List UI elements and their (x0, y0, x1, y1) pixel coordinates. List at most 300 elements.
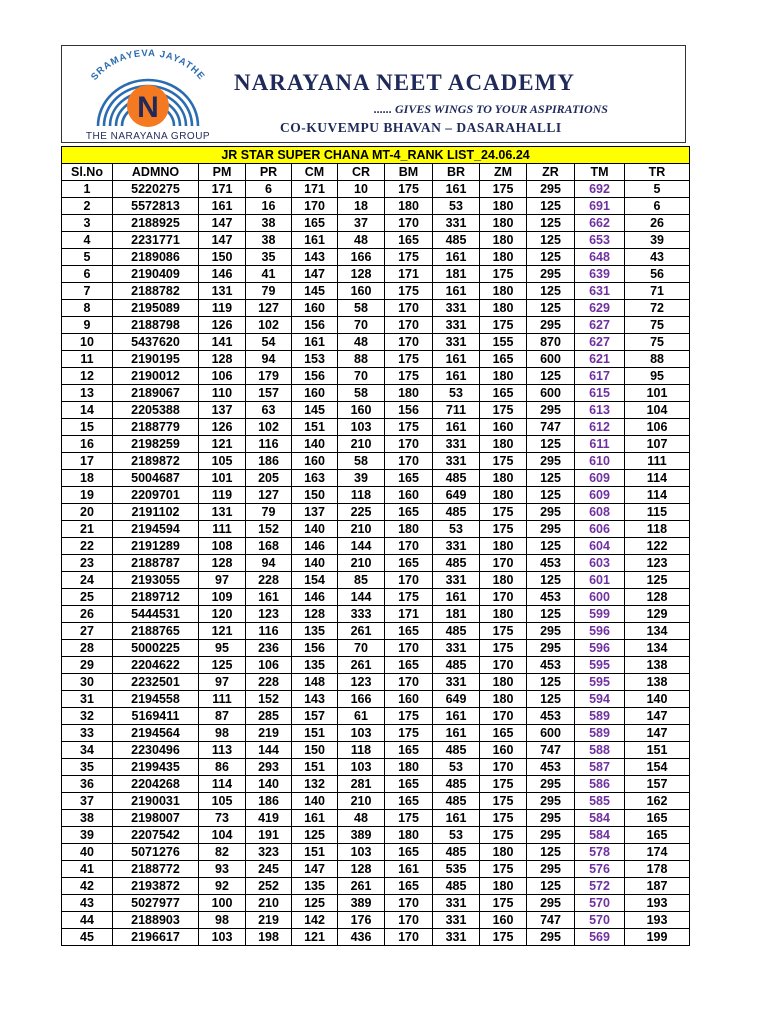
cell-zm: 170 (480, 589, 527, 606)
cell-bm: 175 (385, 181, 433, 198)
cell-sl-no: 19 (62, 487, 113, 504)
cell-zm: 180 (480, 470, 527, 487)
cell-tr: 43 (625, 249, 690, 266)
cell-cm: 154 (292, 572, 338, 589)
cell-tm: 613 (575, 402, 625, 419)
cell-tm: 600 (575, 589, 625, 606)
cell-bm: 175 (385, 419, 433, 436)
cell-cr: 118 (338, 742, 385, 759)
table-row (62, 810, 690, 827)
cell-cr: 436 (338, 929, 385, 946)
cell-bm: 170 (385, 453, 433, 470)
cell-admno: 2189086 (113, 249, 199, 266)
cell-zr: 125 (527, 470, 575, 487)
cell-zr: 125 (527, 283, 575, 300)
cell-sl-no: 14 (62, 402, 113, 419)
cell-tr: 174 (625, 844, 690, 861)
cell-tr: 6 (625, 198, 690, 215)
cell-bm: 170 (385, 572, 433, 589)
column-header-zm: ZM (480, 164, 527, 181)
cell-cr: 389 (338, 895, 385, 912)
rank-list-table (61, 146, 690, 946)
cell-pm: 101 (199, 470, 246, 487)
cell-tm: 595 (575, 674, 625, 691)
cell-zr: 295 (527, 810, 575, 827)
cell-tm: 601 (575, 572, 625, 589)
cell-bm: 170 (385, 317, 433, 334)
cell-admno: 2198007 (113, 810, 199, 827)
cell-pr: 228 (246, 674, 292, 691)
cell-pr: 79 (246, 504, 292, 521)
cell-tm: 606 (575, 521, 625, 538)
cell-tm: 587 (575, 759, 625, 776)
cell-tm: 608 (575, 504, 625, 521)
cell-zr: 125 (527, 844, 575, 861)
cell-br: 161 (433, 249, 480, 266)
table-body (62, 181, 690, 946)
cell-admno: 2188903 (113, 912, 199, 929)
cell-sl-no: 13 (62, 385, 113, 402)
cell-admno: 2204268 (113, 776, 199, 793)
table-row (62, 317, 690, 334)
cell-tm: 617 (575, 368, 625, 385)
cell-pm: 111 (199, 521, 246, 538)
cell-cr: 160 (338, 283, 385, 300)
table-row (62, 419, 690, 436)
cell-cm: 156 (292, 368, 338, 385)
cell-cm: 161 (292, 810, 338, 827)
cell-zr: 125 (527, 198, 575, 215)
cell-bm: 165 (385, 742, 433, 759)
cell-sl-no: 29 (62, 657, 113, 674)
cell-sl-no: 7 (62, 283, 113, 300)
cell-cm: 157 (292, 708, 338, 725)
cell-admno: 2190195 (113, 351, 199, 368)
cell-br: 161 (433, 181, 480, 198)
cell-admno: 2193872 (113, 878, 199, 895)
cell-zr: 453 (527, 759, 575, 776)
cell-tm: 627 (575, 317, 625, 334)
cell-admno: 2194558 (113, 691, 199, 708)
cell-admno: 2193055 (113, 572, 199, 589)
cell-cm: 148 (292, 674, 338, 691)
cell-tr: 122 (625, 538, 690, 555)
cell-tr: 39 (625, 232, 690, 249)
cell-cr: 103 (338, 759, 385, 776)
table-row (62, 742, 690, 759)
cell-cm: 132 (292, 776, 338, 793)
cell-zm: 180 (480, 606, 527, 623)
cell-cr: 210 (338, 793, 385, 810)
table-row (62, 487, 690, 504)
cell-cr: 261 (338, 623, 385, 640)
cell-zr: 453 (527, 589, 575, 606)
cell-bm: 175 (385, 708, 433, 725)
cell-zr: 295 (527, 793, 575, 810)
cell-zr: 295 (527, 453, 575, 470)
cell-zr: 125 (527, 232, 575, 249)
cell-br: 331 (433, 674, 480, 691)
cell-zm: 175 (480, 929, 527, 946)
table-row (62, 708, 690, 725)
cell-pm: 98 (199, 725, 246, 742)
cell-br: 485 (433, 555, 480, 572)
cell-bm: 170 (385, 215, 433, 232)
cell-pr: 102 (246, 419, 292, 436)
cell-tm: 621 (575, 351, 625, 368)
cell-cm: 146 (292, 589, 338, 606)
cell-admno: 2191289 (113, 538, 199, 555)
cell-zm: 180 (480, 283, 527, 300)
cell-tm: 609 (575, 470, 625, 487)
cell-pm: 100 (199, 895, 246, 912)
cell-bm: 156 (385, 402, 433, 419)
cell-cr: 18 (338, 198, 385, 215)
cell-pr: 6 (246, 181, 292, 198)
cell-bm: 170 (385, 538, 433, 555)
cell-br: 161 (433, 589, 480, 606)
cell-sl-no: 5 (62, 249, 113, 266)
cell-br: 485 (433, 504, 480, 521)
cell-pr: 186 (246, 453, 292, 470)
cell-pm: 128 (199, 351, 246, 368)
cell-bm: 170 (385, 895, 433, 912)
cell-sl-no: 39 (62, 827, 113, 844)
cell-tm: 631 (575, 283, 625, 300)
cell-pm: 105 (199, 793, 246, 810)
cell-tm: 604 (575, 538, 625, 555)
cell-bm: 160 (385, 487, 433, 504)
cell-bm: 175 (385, 351, 433, 368)
cell-tm: 662 (575, 215, 625, 232)
cell-tr: 151 (625, 742, 690, 759)
cell-zr: 870 (527, 334, 575, 351)
cell-pm: 98 (199, 912, 246, 929)
cell-br: 161 (433, 810, 480, 827)
cell-cr: 166 (338, 691, 385, 708)
cell-admno: 2207542 (113, 827, 199, 844)
table-row (62, 572, 690, 589)
table-row (62, 878, 690, 895)
cell-cr: 58 (338, 300, 385, 317)
cell-pr: 140 (246, 776, 292, 793)
cell-pr: 106 (246, 657, 292, 674)
cell-cr: 261 (338, 657, 385, 674)
cell-cr: 144 (338, 589, 385, 606)
cell-bm: 165 (385, 776, 433, 793)
cell-cm: 151 (292, 759, 338, 776)
cell-tm: 653 (575, 232, 625, 249)
cell-admno: 5169411 (113, 708, 199, 725)
cell-pr: 157 (246, 385, 292, 402)
table-row (62, 453, 690, 470)
cell-bm: 180 (385, 198, 433, 215)
cell-pr: 116 (246, 436, 292, 453)
cell-sl-no: 8 (62, 300, 113, 317)
cell-zm: 180 (480, 300, 527, 317)
cell-pm: 147 (199, 232, 246, 249)
cell-admno: 2189712 (113, 589, 199, 606)
cell-admno: 2194594 (113, 521, 199, 538)
cell-bm: 171 (385, 266, 433, 283)
cell-sl-no: 11 (62, 351, 113, 368)
cell-tr: 101 (625, 385, 690, 402)
cell-pm: 106 (199, 368, 246, 385)
cell-pr: 419 (246, 810, 292, 827)
cell-pm: 161 (199, 198, 246, 215)
cell-pr: 323 (246, 844, 292, 861)
cell-admno: 5027977 (113, 895, 199, 912)
cell-pr: 293 (246, 759, 292, 776)
cell-zr: 295 (527, 181, 575, 198)
cell-tr: 193 (625, 912, 690, 929)
cell-tr: 187 (625, 878, 690, 895)
cell-bm: 170 (385, 300, 433, 317)
cell-zm: 175 (480, 895, 527, 912)
cell-zr: 125 (527, 691, 575, 708)
cell-cm: 121 (292, 929, 338, 946)
table-row (62, 215, 690, 232)
cell-tm: 584 (575, 810, 625, 827)
cell-cr: 333 (338, 606, 385, 623)
table-row (62, 776, 690, 793)
cell-zm: 175 (480, 827, 527, 844)
cell-zr: 125 (527, 249, 575, 266)
cell-cm: 147 (292, 266, 338, 283)
cell-pm: 82 (199, 844, 246, 861)
cell-tr: 147 (625, 725, 690, 742)
cell-sl-no: 25 (62, 589, 113, 606)
table-row (62, 674, 690, 691)
cell-tm: 599 (575, 606, 625, 623)
cell-br: 161 (433, 708, 480, 725)
cell-zm: 180 (480, 878, 527, 895)
cell-pm: 120 (199, 606, 246, 623)
cell-bm: 170 (385, 912, 433, 929)
cell-zr: 295 (527, 827, 575, 844)
cell-br: 331 (433, 317, 480, 334)
cell-tm: 629 (575, 300, 625, 317)
cell-admno: 2190031 (113, 793, 199, 810)
cell-pm: 125 (199, 657, 246, 674)
table-row (62, 691, 690, 708)
cell-admno: 5220275 (113, 181, 199, 198)
cell-sl-no: 27 (62, 623, 113, 640)
cell-bm: 175 (385, 249, 433, 266)
cell-zm: 175 (480, 521, 527, 538)
cell-cr: 123 (338, 674, 385, 691)
table-row (62, 436, 690, 453)
cell-br: 331 (433, 215, 480, 232)
cell-tm: 588 (575, 742, 625, 759)
column-header-admno: ADMNO (113, 164, 199, 181)
cell-sl-no: 16 (62, 436, 113, 453)
cell-tr: 134 (625, 623, 690, 640)
cell-tm: 578 (575, 844, 625, 861)
cell-pr: 236 (246, 640, 292, 657)
cell-br: 53 (433, 385, 480, 402)
cell-cm: 140 (292, 555, 338, 572)
branch-name: CO-KUVEMPU BHAVAN – DASARAHALLI (280, 120, 562, 135)
cell-admno: 2205388 (113, 402, 199, 419)
cell-zr: 125 (527, 572, 575, 589)
cell-cr: 70 (338, 317, 385, 334)
logo-arc-text: SRAMAYEVA JAYATHE (89, 48, 207, 83)
cell-admno: 2190409 (113, 266, 199, 283)
cell-admno: 2188925 (113, 215, 199, 232)
cell-tr: 72 (625, 300, 690, 317)
cell-zm: 180 (480, 674, 527, 691)
cell-zr: 125 (527, 538, 575, 555)
cell-admno: 5572813 (113, 198, 199, 215)
cell-cr: 103 (338, 725, 385, 742)
cell-bm: 165 (385, 657, 433, 674)
cell-sl-no: 26 (62, 606, 113, 623)
cell-pm: 114 (199, 776, 246, 793)
cell-pm: 126 (199, 317, 246, 334)
cell-tm: 589 (575, 708, 625, 725)
cell-zr: 295 (527, 402, 575, 419)
cell-sl-no: 10 (62, 334, 113, 351)
cell-cm: 145 (292, 402, 338, 419)
cell-sl-no: 1 (62, 181, 113, 198)
cell-zr: 125 (527, 487, 575, 504)
cell-sl-no: 36 (62, 776, 113, 793)
table-row (62, 283, 690, 300)
cell-br: 53 (433, 827, 480, 844)
cell-zr: 125 (527, 606, 575, 623)
cell-sl-no: 31 (62, 691, 113, 708)
cell-tr: 107 (625, 436, 690, 453)
cell-zm: 175 (480, 266, 527, 283)
cell-cr: 225 (338, 504, 385, 521)
cell-bm: 161 (385, 861, 433, 878)
cell-pm: 131 (199, 283, 246, 300)
cell-bm: 165 (385, 232, 433, 249)
cell-zm: 170 (480, 555, 527, 572)
cell-pr: 210 (246, 895, 292, 912)
cell-pr: 152 (246, 691, 292, 708)
table-row (62, 861, 690, 878)
cell-sl-no: 37 (62, 793, 113, 810)
cell-tr: 114 (625, 487, 690, 504)
cell-admno: 2188787 (113, 555, 199, 572)
cell-pr: 63 (246, 402, 292, 419)
cell-tm: 585 (575, 793, 625, 810)
cell-cm: 151 (292, 844, 338, 861)
cell-zr: 453 (527, 555, 575, 572)
cell-cm: 163 (292, 470, 338, 487)
cell-cm: 125 (292, 895, 338, 912)
cell-sl-no: 41 (62, 861, 113, 878)
cell-tr: 88 (625, 351, 690, 368)
column-header-tm: TM (575, 164, 625, 181)
cell-cm: 161 (292, 232, 338, 249)
cell-pr: 219 (246, 725, 292, 742)
cell-zm: 170 (480, 657, 527, 674)
cell-zm: 180 (480, 538, 527, 555)
cell-pr: 179 (246, 368, 292, 385)
cell-admno: 2231771 (113, 232, 199, 249)
cell-tm: 594 (575, 691, 625, 708)
cell-zm: 165 (480, 385, 527, 402)
cell-sl-no: 12 (62, 368, 113, 385)
cell-cr: 389 (338, 827, 385, 844)
cell-cm: 156 (292, 640, 338, 657)
cell-pm: 121 (199, 436, 246, 453)
cell-zr: 295 (527, 266, 575, 283)
academy-name: NARAYANA NEET ACADEMY (234, 70, 575, 95)
column-header-sl-no: Sl.No (62, 164, 113, 181)
cell-cm: 153 (292, 351, 338, 368)
cell-cr: 61 (338, 708, 385, 725)
cell-pm: 108 (199, 538, 246, 555)
cell-zr: 600 (527, 351, 575, 368)
cell-tr: 140 (625, 691, 690, 708)
cell-zm: 175 (480, 640, 527, 657)
cell-zm: 180 (480, 232, 527, 249)
cell-tm: 611 (575, 436, 625, 453)
cell-br: 53 (433, 198, 480, 215)
cell-tm: 570 (575, 895, 625, 912)
cell-br: 53 (433, 521, 480, 538)
cell-tr: 125 (625, 572, 690, 589)
cell-zr: 600 (527, 725, 575, 742)
table-row (62, 929, 690, 946)
cell-cm: 160 (292, 300, 338, 317)
cell-sl-no: 23 (62, 555, 113, 572)
cell-sl-no: 4 (62, 232, 113, 249)
cell-cm: 135 (292, 878, 338, 895)
cell-sl-no: 18 (62, 470, 113, 487)
table-row (62, 606, 690, 623)
cell-admno: 2188779 (113, 419, 199, 436)
cell-tr: 111 (625, 453, 690, 470)
cell-pm: 147 (199, 215, 246, 232)
cell-tm: 610 (575, 453, 625, 470)
cell-tm: 569 (575, 929, 625, 946)
cell-pr: 152 (246, 521, 292, 538)
cell-admno: 2188782 (113, 283, 199, 300)
cell-pm: 128 (199, 555, 246, 572)
table-row (62, 470, 690, 487)
cell-pr: 228 (246, 572, 292, 589)
cell-zm: 180 (480, 487, 527, 504)
cell-pr: 79 (246, 283, 292, 300)
cell-tm: 595 (575, 657, 625, 674)
table-title: JR STAR SUPER CHANA MT-4_RANK LIST_24.06.24 (62, 147, 690, 164)
cell-pm: 109 (199, 589, 246, 606)
cell-cr: 210 (338, 436, 385, 453)
cell-zm: 175 (480, 861, 527, 878)
cell-cm: 146 (292, 538, 338, 555)
cell-pr: 144 (246, 742, 292, 759)
cell-zr: 295 (527, 623, 575, 640)
cell-cm: 151 (292, 725, 338, 742)
cell-tr: 193 (625, 895, 690, 912)
cell-zr: 747 (527, 419, 575, 436)
cell-pm: 131 (199, 504, 246, 521)
table-row (62, 198, 690, 215)
cell-zr: 125 (527, 300, 575, 317)
cell-cm: 135 (292, 623, 338, 640)
cell-zr: 600 (527, 385, 575, 402)
column-header-pm: PM (199, 164, 246, 181)
cell-sl-no: 24 (62, 572, 113, 589)
cell-pr: 127 (246, 300, 292, 317)
table-row (62, 334, 690, 351)
cell-tr: 118 (625, 521, 690, 538)
